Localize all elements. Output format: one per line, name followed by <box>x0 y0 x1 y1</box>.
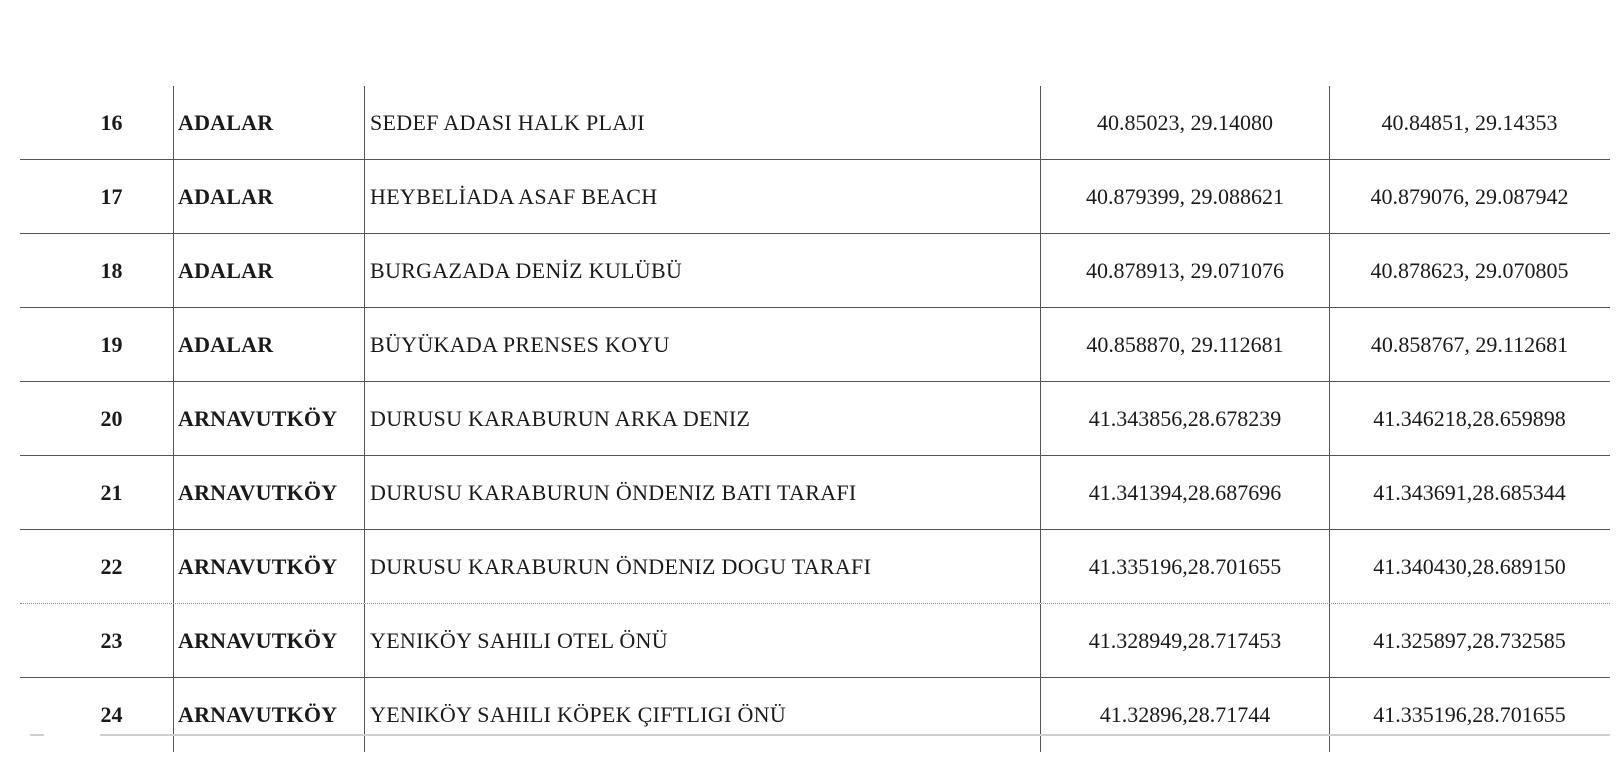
district-cell: ADALAR <box>173 86 364 159</box>
coordinate-2-cell: 41.335196,28.701655 <box>1329 678 1609 752</box>
coordinate-1-cell: 41.343856,28.678239 <box>1040 382 1329 455</box>
place-cell: YENIKÖY SAHILI OTEL ÖNÜ <box>364 604 1040 677</box>
district-cell: ADALAR <box>173 160 364 233</box>
row-number: 19 <box>100 331 123 357</box>
place-cell: DURUSU KARABURUN ÖNDENIZ DOGU TARAFI <box>364 530 1040 603</box>
district-cell: ADALAR <box>173 234 364 307</box>
row-number: 17 <box>100 183 123 209</box>
table-row <box>20 678 1610 752</box>
coordinate-1-cell: 41.335196,28.701655 <box>1040 530 1329 603</box>
table-row <box>20 604 1610 678</box>
row-number: 24 <box>100 702 123 727</box>
bottom-divider <box>100 734 1610 736</box>
district-cell: ARNAVUTKÖY <box>173 678 364 752</box>
district-cell: ARNAVUTKÖY <box>173 456 364 529</box>
coordinate-1-cell: 41.328949,28.717453 <box>1040 604 1329 677</box>
row-number: 16 <box>100 109 123 135</box>
coordinate-2-cell: 40.84851, 29.14353 <box>1329 86 1609 159</box>
table-row <box>20 160 1610 234</box>
row-number: 21 <box>100 479 123 505</box>
district-cell: ADALAR <box>173 308 364 381</box>
coordinate-2-cell: 40.878623, 29.070805 <box>1329 234 1609 307</box>
coordinate-2-cell: 40.879076, 29.087942 <box>1329 160 1609 233</box>
coordinate-2-cell: 41.325897,28.732585 <box>1329 604 1609 677</box>
table-row <box>20 456 1610 530</box>
beach-coordinates-table <box>20 86 1610 752</box>
coordinate-1-cell: 41.341394,28.687696 <box>1040 456 1329 529</box>
district-cell: ARNAVUTKÖY <box>173 530 364 603</box>
coordinate-1-cell: 40.878913, 29.071076 <box>1040 234 1329 307</box>
district-cell: ARNAVUTKÖY <box>173 382 364 455</box>
table-row <box>20 234 1610 308</box>
row-number: 23 <box>100 627 123 653</box>
coordinate-2-cell: 40.858767, 29.112681 <box>1329 308 1609 381</box>
coordinate-2-cell: 41.346218,28.659898 <box>1329 382 1609 455</box>
place-cell: BURGAZADA DENİZ KULÜBÜ <box>364 234 1040 307</box>
place-cell: DURUSU KARABURUN ÖNDENIZ BATI TARAFI <box>364 456 1040 529</box>
table-row <box>20 382 1610 456</box>
district-cell: ARNAVUTKÖY <box>173 604 364 677</box>
place-cell: DURUSU KARABURUN ARKA DENIZ <box>364 382 1040 455</box>
table-row <box>20 530 1610 604</box>
row-number: 18 <box>100 257 123 283</box>
row-number: 22 <box>100 553 123 579</box>
coordinate-1-cell: 41.32896,28.71744 <box>1040 678 1329 752</box>
coordinate-2-cell: 41.340430,28.689150 <box>1329 530 1609 603</box>
place-cell: SEDEF ADASI HALK PLAJI <box>364 86 1040 159</box>
row-number: 20 <box>100 405 123 431</box>
bottom-divider-tick <box>30 734 44 736</box>
table-row <box>20 86 1610 160</box>
place-cell: YENIKÖY SAHILI KÖPEK ÇIFTLIGI ÖNÜ <box>364 678 1040 752</box>
place-cell: BÜYÜKADA PRENSES KOYU <box>364 308 1040 381</box>
coordinate-2-cell: 41.343691,28.685344 <box>1329 456 1609 529</box>
coordinate-1-cell: 40.879399, 29.088621 <box>1040 160 1329 233</box>
coordinate-1-cell: 40.858870, 29.112681 <box>1040 308 1329 381</box>
place-cell: HEYBELİADA ASAF BEACH <box>364 160 1040 233</box>
table-row <box>20 308 1610 382</box>
coordinate-1-cell: 40.85023, 29.14080 <box>1040 86 1329 159</box>
